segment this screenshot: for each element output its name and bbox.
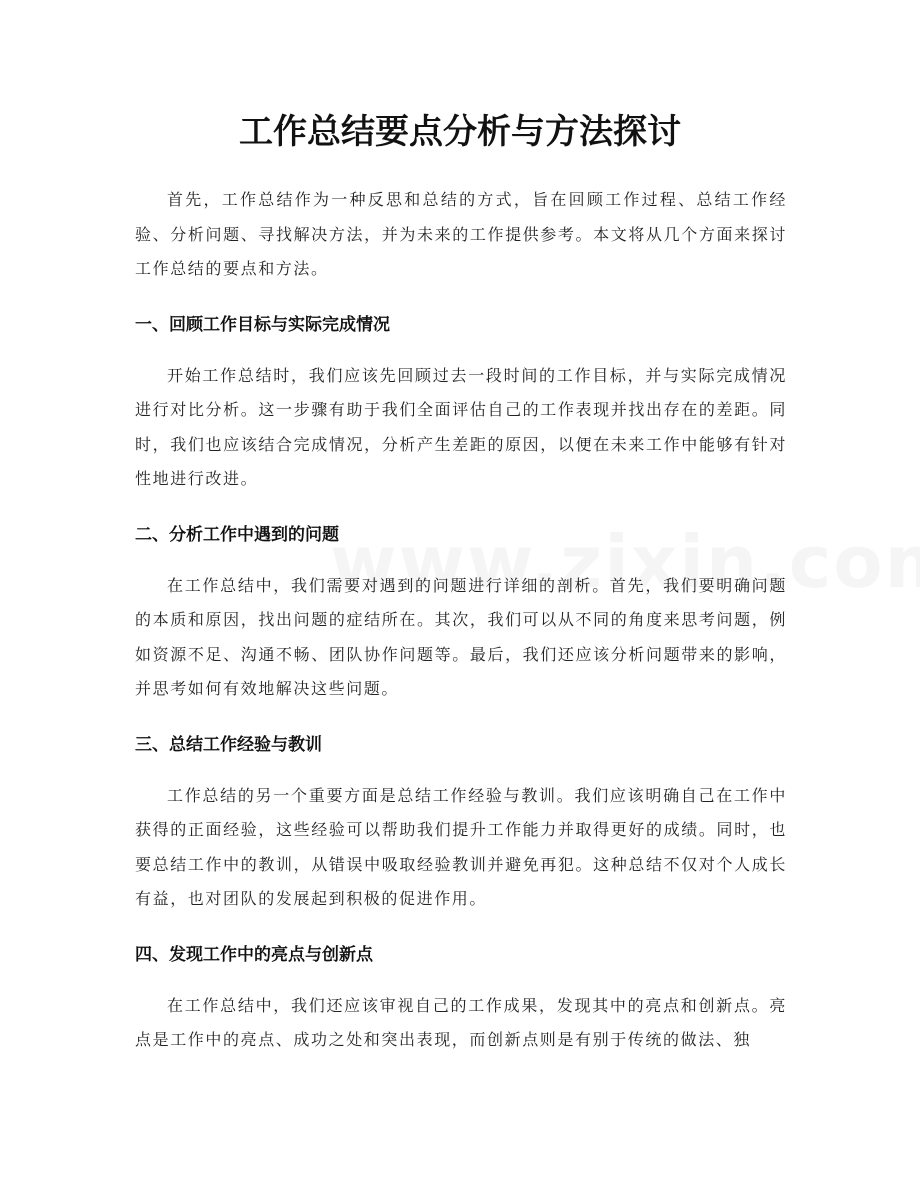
section-2-heading: 二、分析工作中遇到的问题: [135, 524, 339, 545]
section-4-heading: 四、发现工作中的亮点与创新点: [135, 944, 373, 965]
section-3-paragraph: 工作总结的另一个重要方面是总结工作经验与教训。我们应该明确自己在工作中获得的正面经验，这些经验可以帮助我们提升工作能力并取得更好的成绩。同时，也要总结工作中的教训，从错误中吸取经验教训并避免再犯。这种总结不仅对个人成长有益，也对团队的发展起到积极的促进作用。: [135, 785, 787, 908]
section-1-paragraph: 开始工作总结时，我们应该先回顾过去一段时间的工作目标，并与实际完成情况进行对比分析。这一步骤有助于我们全面评估自己的工作表现并找出存在的差距。同时，我们也应该结合完成情况，分析产生差距的原因，以便在未来工作中能够有针对性地进行改进。: [135, 365, 787, 488]
document-body: [135, 183, 787, 1058]
section-2-paragraph: 在工作总结中，我们需要对遇到的问题进行详细的剖析。首先，我们要明确问题的本质和原因，找出问题的症结所在。其次，我们可以从不同的角度来思考问题，例如资源不足、沟通不畅、团队协作问题等。最后，我们还应该分析问题带来的影响，并思考如何有效地解决这些问题。: [135, 575, 787, 698]
section-4-paragraph: 在工作总结中，我们还应该审视自己的工作成果，发现其中的亮点和创新点。亮点是工作中的亮点、成功之处和突出表现，而创新点则是有别于传统的做法、独: [135, 995, 787, 1049]
section-1-heading: 一、回顾工作目标与实际完成情况: [135, 314, 390, 335]
document-title: 工作总结要点分析与方法探讨: [239, 112, 681, 152]
section-3-heading: 三、总结工作经验与教训: [135, 734, 322, 755]
intro-paragraph: 首先，工作总结作为一种反思和总结的方式，旨在回顾工作过程、总结工作经验、分析问题、寻找解决方法，并为未来的工作提供参考。本文将从几个方面来探讨工作总结的要点和方法。: [135, 190, 787, 278]
